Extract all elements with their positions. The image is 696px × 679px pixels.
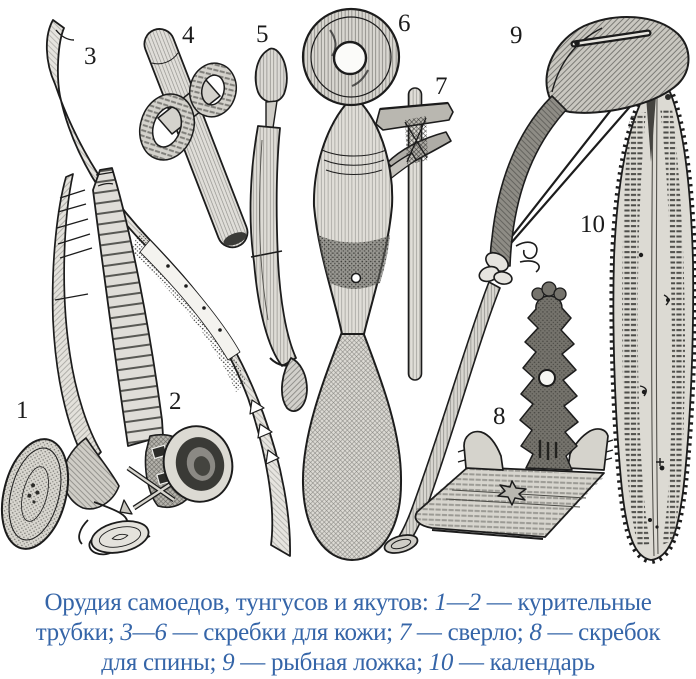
figure-label-3: 3 xyxy=(84,43,97,70)
caption-text: — рыбная ложка; xyxy=(234,649,429,676)
figure-label-6: 6 xyxy=(398,10,411,37)
caption-text: для спины; xyxy=(101,649,223,676)
caption-ref-1-2: 1—2 xyxy=(434,589,481,616)
figure-label-9: 9 xyxy=(510,22,523,49)
caption-text: Орудия самоедов, тунгусов и якутов: xyxy=(44,589,435,616)
tool-5-sheath-scraper xyxy=(251,49,307,412)
figure-label-5: 5 xyxy=(256,21,269,48)
caption-ref-3-6: 3—6 xyxy=(120,619,167,646)
caption-text: — скребок xyxy=(541,619,661,646)
tool-10-calendar xyxy=(613,90,693,561)
caption-text: — курительные xyxy=(480,589,652,616)
tool-4-tube-scraper xyxy=(131,22,251,252)
caption-ref-7: 7 xyxy=(398,619,411,646)
caption-line-3 xyxy=(0,648,696,678)
figure-label-7: 7 xyxy=(435,73,448,100)
figure-label-8: 8 xyxy=(493,403,506,430)
figure-caption xyxy=(0,588,696,678)
caption-line-1 xyxy=(0,588,696,618)
caption-ref-9: 9 xyxy=(222,649,235,676)
caption-line-2 xyxy=(0,618,696,648)
caption-text: трубки; xyxy=(35,619,121,646)
figure-label-2: 2 xyxy=(169,388,182,415)
tool-8-back-scraper xyxy=(414,282,613,540)
figure-label-4: 4 xyxy=(182,22,195,49)
caption-text: — скребки для кожи; xyxy=(166,619,399,646)
figure-label-1: 1 xyxy=(16,397,29,424)
caption-text: — сверло; xyxy=(410,619,530,646)
caption-ref-10: 10 xyxy=(428,649,454,676)
tool-6-disc-scraper xyxy=(303,9,401,560)
figure-label-10: 10 xyxy=(580,211,605,238)
caption-ref-8: 8 xyxy=(529,619,542,646)
caption-text: — календарь xyxy=(453,649,595,676)
